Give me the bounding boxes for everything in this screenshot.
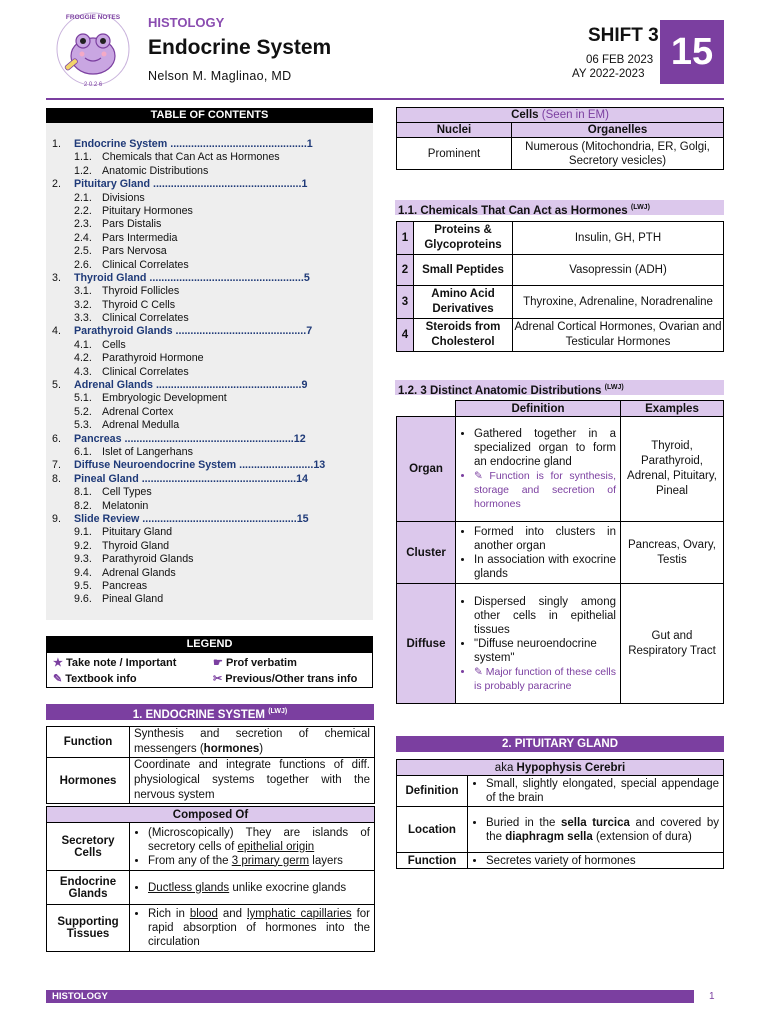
row-number: 2	[397, 255, 414, 286]
toc-section-item[interactable]	[52, 473, 370, 486]
legend-take-note	[53, 656, 176, 669]
svg-text:FROGGIE NOTES: FROGGIE NOTES	[65, 14, 121, 21]
hormone-class-name: Amino Acid Derivatives	[414, 286, 513, 319]
legend-textbook-label: Textbook info	[65, 673, 137, 685]
toc-item-number: 3.3.	[74, 312, 92, 325]
toc-subsection-item[interactable]	[52, 553, 370, 566]
toc-subsection-item[interactable]	[52, 218, 370, 231]
toc-item-number: 4.2.	[74, 352, 92, 365]
toc-item-label: Parathyroid Glands ............................................7	[74, 325, 313, 338]
section-1-1-title: 1.1. Chemicals That Can Act as Hormones	[398, 204, 628, 217]
cells-heading: Cells (Seen in EM)	[397, 108, 724, 123]
toc-item-label: Adrenal Glands	[102, 566, 176, 579]
toc-item-number: 6.	[52, 432, 61, 445]
toc-item-number: 2.6.	[74, 258, 92, 271]
pituitary-definition: • Small, slightly elongated, special appendage of the brain	[468, 776, 724, 807]
section-1-title: 1. ENDOCRINE SYSTEM	[132, 708, 265, 721]
toc-subsection-item[interactable]	[52, 192, 370, 205]
toc-item-label: Pituitary Gland ..................................................1	[74, 178, 308, 191]
scissors-icon: ✂	[213, 673, 223, 685]
legend-heading: LEGEND	[46, 636, 373, 652]
toc-subsection-item[interactable]	[52, 285, 370, 298]
toc-item-label: Parathyroid Glands	[102, 553, 194, 566]
endocrine-glands-text: • Ductless glands unlike exocrine glands	[130, 871, 375, 905]
cells-table	[396, 107, 724, 170]
nuclei-header: Nuclei	[397, 123, 512, 138]
toc-item-number: 4.3.	[74, 365, 92, 378]
hormone-class-row	[397, 255, 724, 286]
toc-item-label: Pancreas .........................................................12	[74, 432, 306, 445]
toc-item-number: 2.	[52, 178, 61, 191]
source-tag: (LWJ)	[604, 384, 624, 391]
diffuse-definition: • Dispersed singly among other cells in epithelial tissues • "Diffuse neuroendocrine system" • ✎ Major function of these cells is probably paracrine	[456, 584, 621, 704]
toc-item-label: Divisions	[102, 191, 145, 204]
hormones-text: Coordinate and integrate functions of diff. physiological systems together with the nervous system	[130, 758, 375, 804]
toc-item-number: 2.2.	[74, 204, 92, 217]
toc-item-label: Endocrine System ..............................................1	[74, 138, 313, 150]
subject-label: HISTOLOGY	[148, 15, 225, 30]
toc-item-number: 9.6.	[74, 593, 92, 606]
toc-item-label: Adrenal Cortex	[102, 405, 174, 418]
supporting-tissues-label: Supporting Tissues	[47, 905, 130, 952]
toc-item-number: 4.1.	[74, 338, 92, 351]
pencil-icon: ✎	[53, 673, 63, 685]
endocrine-glands-label: Endocrine Glands	[47, 871, 130, 905]
toc-item-number: 4.	[52, 325, 61, 338]
toc-item-number: 9.	[52, 512, 61, 525]
legend	[46, 636, 373, 688]
toc-item-number: 2.3.	[74, 218, 92, 231]
document-title: Endocrine System	[148, 36, 332, 59]
toc-subsection-item[interactable]	[52, 259, 370, 272]
function-text: Synthesis and secretion of chemical messengers (hormones)	[130, 727, 375, 758]
toc-subsection-item[interactable]	[52, 312, 370, 325]
toc-item-number: 2.5.	[74, 245, 92, 258]
legend-previous	[213, 672, 357, 685]
pituitary-function: • Secretes variety of hormones	[468, 853, 724, 869]
table-of-contents	[52, 138, 370, 607]
toc-item-label: Slide Review ....................................................15	[74, 512, 309, 525]
toc-item-number: 8.2.	[74, 499, 92, 512]
froggie-notes-logo	[52, 8, 134, 90]
toc-item-number: 8.1.	[74, 486, 92, 499]
hormone-class-row	[397, 222, 724, 255]
organ-label: Organ	[397, 417, 456, 522]
pituitary-table	[396, 759, 724, 869]
toc-item-label: Melatonin	[102, 499, 149, 512]
toc-item-number: 5.1.	[74, 392, 92, 405]
legend-textbook	[53, 672, 137, 685]
star-icon: ★	[53, 657, 63, 669]
function-label: Function	[47, 727, 130, 758]
hormone-examples: Thyroxine, Adrenaline, Noradrenaline	[513, 286, 724, 319]
composed-of-table	[46, 806, 375, 952]
toc-subsection-item[interactable]	[52, 500, 370, 513]
toc-item-number: 1.2.	[74, 164, 92, 177]
toc-item-label: Pineal Gland ....................................................14	[74, 472, 308, 485]
toc-subsection-item[interactable]	[52, 406, 370, 419]
corner-cell	[397, 401, 456, 417]
organelles-header: Organelles	[512, 123, 724, 138]
diffuse-examples: Gut and Respiratory Tract	[621, 584, 724, 704]
diffuse-label: Diffuse	[397, 584, 456, 704]
source-tag: (LWJ)	[630, 204, 650, 211]
toc-item-number: 9.5.	[74, 579, 92, 592]
toc-subsection-item[interactable]	[52, 299, 370, 312]
toc-section-item[interactable]	[52, 138, 370, 151]
hormone-class-row	[397, 319, 724, 352]
header-divider	[46, 98, 724, 100]
toc-item-label: Thyroid Follicles	[102, 285, 180, 298]
toc-item-label: Embryologic Development	[102, 392, 227, 405]
toc-item-number: 5.2.	[74, 405, 92, 418]
supporting-tissues-text: • Rich in blood and lymphatic capillaries for rapid absorption of hormones into the circulation	[130, 905, 375, 952]
toc-subsection-item[interactable]	[52, 339, 370, 352]
toc-item-label: Pars Intermedia	[102, 231, 178, 244]
toc-subsection-item[interactable]	[52, 151, 370, 164]
academic-year: AY 2022-2023	[572, 68, 645, 80]
toc-item-label: Pineal Gland	[102, 593, 164, 606]
hormones-label: Hormones	[47, 758, 130, 804]
toc-item-number: 3.2.	[74, 298, 92, 311]
toc-item-label: Thyroid Gland ....................................................5	[74, 271, 310, 284]
toc-item-label: Pars Nervosa	[102, 245, 167, 258]
pointing-hand-icon: ☛	[213, 657, 223, 669]
footer-bar: HISTOLOGY	[46, 990, 694, 1003]
toc-item-label: Clinical Correlates	[102, 312, 189, 325]
hormone-examples: Adrenal Cortical Hormones, Ovarian and Testicular Hormones	[513, 319, 724, 352]
cluster-definition: • Formed into clusters in another organ • In association with exocrine glands	[456, 522, 621, 584]
hormone-examples: Vasopressin (ADH)	[513, 255, 724, 286]
endocrine-definition-table	[46, 726, 375, 804]
page-number: 1	[709, 991, 715, 1002]
toc-subsection-item[interactable]	[52, 352, 370, 365]
toc-section-item[interactable]	[52, 178, 370, 191]
pituitary-location: • Buried in the sella turcica and covered by the diaphragm sella (extension of dura)	[468, 807, 724, 853]
toc-subsection-item[interactable]	[52, 446, 370, 459]
toc-item-label: Thyroid Gland	[102, 539, 170, 552]
toc-subsection-item[interactable]	[52, 245, 370, 258]
row-number: 3	[397, 286, 414, 319]
legend-take-note-label: Take note / Important	[65, 657, 177, 669]
shift-number-badge: 15	[660, 20, 724, 84]
toc-item-label: Adrenal Glands .................................................9	[74, 379, 308, 392]
cluster-label: Cluster	[397, 522, 456, 584]
lecture-date: 06 FEB 2023	[586, 54, 654, 66]
toc-item-number: 2.4.	[74, 231, 92, 244]
nuclei-value: Prominent	[397, 138, 512, 170]
toc-item-number: 1.1.	[74, 151, 92, 164]
toc-subsection-item[interactable]	[52, 366, 370, 379]
shift-label: SHIFT 3	[588, 25, 659, 46]
toc-subsection-item[interactable]	[52, 205, 370, 218]
section-1-1-heading	[395, 200, 724, 215]
toc-subsection-item[interactable]	[52, 165, 370, 178]
toc-subsection-item[interactable]	[52, 540, 370, 553]
hormone-class-row	[397, 286, 724, 319]
hormone-chemicals-table	[396, 221, 724, 352]
toc-item-number: 9.1.	[74, 526, 92, 539]
legend-verbatim-label: Prof verbatim	[225, 657, 297, 669]
toc-item-number: 5.3.	[74, 419, 92, 432]
toc-subsection-item[interactable]	[52, 580, 370, 593]
toc-subsection-item[interactable]	[52, 567, 370, 580]
toc-section-item[interactable]	[52, 325, 370, 338]
toc-item-label: Cell Types	[102, 486, 152, 499]
toc-item-number: 8.	[52, 472, 61, 485]
toc-item-label: Islet of Langerhans	[102, 445, 193, 458]
row-number: 4	[397, 319, 414, 352]
organ-definition: • Gathered together in a specialized organ to form an endocrine gland • ✎ Function is for synthesis, storage and secretion of hormones	[456, 417, 621, 522]
toc-item-number: 1.	[52, 138, 61, 150]
pencil-icon: ✎	[474, 470, 483, 482]
cluster-examples: Pancreas, Ovary, Testis	[621, 522, 724, 584]
toc-item-label: Diffuse Neuroendocrine System .........................13	[74, 459, 326, 472]
hormone-examples: Insulin, GH, PTH	[513, 222, 724, 255]
toc-item-number: 2.1.	[74, 191, 92, 204]
anatomic-distribution-table	[396, 400, 724, 704]
toc-item-number: 9.4.	[74, 566, 92, 579]
hormone-class-name: Proteins & Glycoproteins	[414, 222, 513, 255]
pituitary-location-label: Location	[397, 807, 468, 853]
toc-item-label: Pituitary Gland	[102, 526, 173, 539]
svg-text:2 0 2 6: 2 0 2 6	[83, 82, 103, 88]
pituitary-definition-label: Definition	[397, 776, 468, 807]
definition-header: Definition	[456, 401, 621, 417]
toc-item-label: Clinical Correlates	[102, 365, 189, 378]
organ-examples: Thyroid, Parathyroid, Adrenal, Pituitary, Pineal	[621, 417, 724, 522]
examples-header: Examples	[621, 401, 724, 417]
toc-subsection-item[interactable]	[52, 593, 370, 606]
toc-item-number: 7.	[52, 459, 61, 472]
toc-subsection-item[interactable]	[52, 392, 370, 405]
toc-item-label: Pars Distalis	[102, 218, 162, 231]
toc-heading: TABLE OF CONTENTS	[46, 108, 373, 123]
secretory-cells-text: • (Microscopically) They are islands of secretory cells of epithelial origin • From any of the 3 primary germ layers	[130, 823, 375, 871]
toc-section-item[interactable]	[52, 513, 370, 526]
toc-subsection-item[interactable]	[52, 419, 370, 432]
hormone-class-name: Steroids from Cholesterol	[414, 319, 513, 352]
toc-item-number: 6.1.	[74, 445, 92, 458]
toc-section-item[interactable]	[52, 459, 370, 472]
toc-section-item[interactable]	[52, 272, 370, 285]
toc-item-number: 9.3.	[74, 553, 92, 566]
row-number: 1	[397, 222, 414, 255]
author-name: Nelson M. Maglinao, MD	[148, 69, 292, 83]
toc-item-label: Pancreas	[102, 579, 148, 592]
toc-subsection-item[interactable]	[52, 486, 370, 499]
section-2-heading: 2. PITUITARY GLAND	[396, 736, 724, 752]
toc-item-label: Adrenal Medulla	[102, 419, 180, 432]
secretory-cells-label: Secretory Cells	[47, 823, 130, 871]
composed-of-heading: Composed Of	[47, 807, 375, 823]
hormone-class-name: Small Peptides	[414, 255, 513, 286]
section-1-heading	[46, 704, 374, 720]
section-1-2-title: 1.2. 3 Distinct Anatomic Distributions	[398, 384, 602, 397]
pituitary-aka: aka Hypophysis Cerebri	[397, 760, 724, 776]
toc-subsection-item[interactable]	[52, 526, 370, 539]
legend-verbatim	[213, 656, 297, 669]
legend-body	[46, 652, 373, 688]
toc-item-label: Thyroid C Cells	[102, 298, 176, 311]
toc-item-number: 3.1.	[74, 285, 92, 298]
pencil-icon: ✎	[474, 665, 483, 678]
pituitary-function-label: Function	[397, 853, 468, 869]
toc-item-label: Anatomic Distributions	[102, 164, 209, 177]
toc-item-number: 3.	[52, 271, 61, 284]
source-tag: (LWJ)	[268, 708, 288, 715]
legend-previous-label: Previous/Other trans info	[225, 673, 358, 685]
toc-item-number: 9.2.	[74, 539, 92, 552]
toc-section-item[interactable]	[52, 379, 370, 392]
toc-item-label: Parathyroid Hormone	[102, 352, 204, 365]
toc-item-number: 5.	[52, 379, 61, 392]
organelles-value: Numerous (Mitochondria, ER, Golgi, Secretory vesicles)	[512, 138, 724, 170]
toc-item-label: Chemicals that Can Act as Hormones	[102, 151, 280, 164]
toc-item-label: Pituitary Hormones	[102, 204, 193, 217]
toc-subsection-item[interactable]	[52, 232, 370, 245]
toc-item-label: Clinical Correlates	[102, 258, 189, 271]
section-1-2-heading	[395, 380, 724, 395]
toc-item-label: Cells	[102, 338, 126, 351]
toc-section-item[interactable]	[52, 433, 370, 446]
